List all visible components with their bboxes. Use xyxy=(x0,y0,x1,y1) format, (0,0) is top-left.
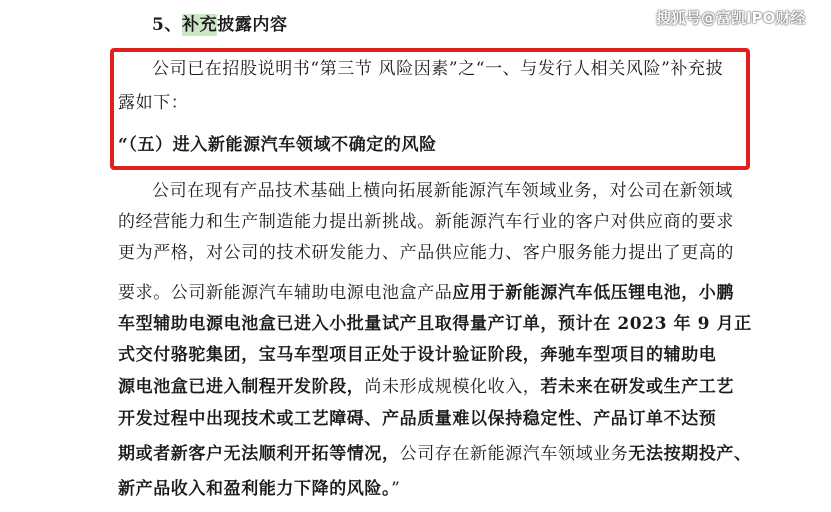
body-line-6: 式交付骆驼集团，宝马车型项目正处于设计验证阶段，奔驰车型项目的辅助电 xyxy=(118,345,717,365)
body-line-7-normal: 尚未形成规模化收入， xyxy=(364,377,541,397)
body-line-8: 开发过程中出现技术或工艺障碍、产品质量难以保持稳定性、产品订单不达预 xyxy=(118,409,717,429)
boxed-line-1: 公司已在招股说明书“第三节 风险因素”之“一、与发行人相关风险”补充披 xyxy=(152,59,724,79)
boxed-line-2: 露如下： xyxy=(118,93,189,113)
body-line-9-normal: 公司存在新能源汽车领域业务 xyxy=(399,444,629,464)
body-line-10-bold: 新产品收入和盈利能力下降的风险。 xyxy=(118,479,392,499)
body-line-2: 的经营能力和生产制造能力提出新挑战。新能源汽车行业的客户对供应商的要求 xyxy=(118,212,734,232)
body-line-9-bold-2: 无法按期投产、 xyxy=(628,444,752,464)
body-line-7-bold: 源电池盒已进入制程开发阶段， xyxy=(118,377,365,397)
body-line-7-bold-2: 若未来在研发或生产工艺 xyxy=(540,377,735,397)
heading-number: 5、 xyxy=(152,15,183,35)
body-line-3: 更为严格，对公司的技术研发能力、产品供应能力、客户服务能力提出了更高的 xyxy=(118,243,734,263)
body-line-4-bold: 应用于新能源汽车低压锂电池，小鹏 xyxy=(452,283,735,303)
body-line-10-normal: ” xyxy=(391,479,401,499)
heading-highlight: 补充 xyxy=(182,15,218,35)
body-line-7 xyxy=(118,376,734,398)
body-line-4-normal: 要求。公司新能源汽车辅助电源电池盒产品 xyxy=(118,283,453,303)
body-line-9 xyxy=(118,443,752,465)
heading-rest: 披露内容 xyxy=(217,15,288,35)
body-line-4 xyxy=(118,282,734,304)
body-line-10 xyxy=(118,478,400,500)
risk-title: “（五）进入新能源汽车领域不确定的风险 xyxy=(118,135,437,155)
body-line-1: 公司在现有产品技术基础上横向拓展新能源汽车领域业务，对公司在新领域 xyxy=(152,181,733,201)
body-line-5: 车型辅助电源电池盒已进入小批量试产且取得量产订单，预计在 2023 年 9 月正 xyxy=(118,314,752,334)
body-line-9-bold: 期或者新客户无法顺利开拓等情况， xyxy=(118,444,400,464)
section-heading xyxy=(152,14,288,36)
watermark: 搜狐号@富凯IPO财经 xyxy=(656,9,806,27)
